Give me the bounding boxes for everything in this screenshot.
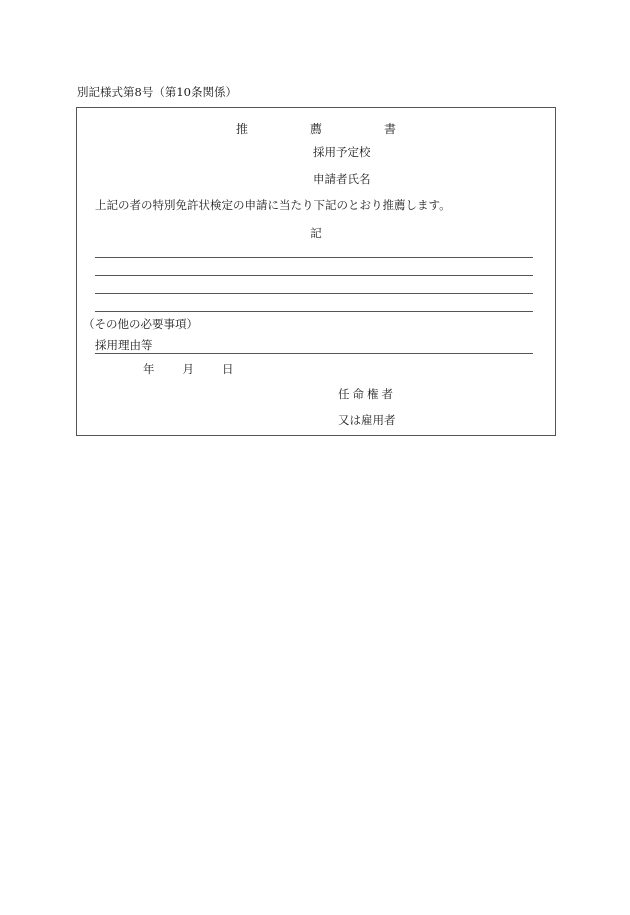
date-day: 日 (222, 362, 234, 376)
entry-line-1 (95, 257, 533, 258)
other-items-label: （その他の必要事項） (83, 317, 198, 331)
reason-label: 採用理由等 (95, 338, 153, 352)
title-char-3: 書 (384, 122, 397, 136)
date-row (143, 361, 262, 377)
applicant-name-label: 申請者氏名 (313, 172, 371, 186)
date-year: 年 (143, 362, 155, 376)
entry-line-3 (95, 293, 533, 294)
entry-line-4 (95, 311, 533, 312)
date-month: 月 (182, 362, 194, 376)
reason-line (95, 353, 533, 354)
recommendation-form (76, 107, 556, 436)
recommendation-statement: 上記の者の特別免許状検定の申請に当たり下記のとおり推薦します。 (95, 198, 451, 212)
entry-line-2 (95, 275, 533, 276)
employer-label: 又は雇用者 (338, 413, 396, 427)
form-title (77, 120, 555, 137)
title-char-1: 推 (235, 122, 248, 136)
form-number-caption: 別記様式第8号（第10条関係） (77, 85, 237, 99)
school-label: 採用予定校 (313, 145, 371, 159)
appointing-authority-label: 任命権者 (338, 387, 396, 401)
title-char-2: 薦 (309, 122, 322, 136)
ki-heading: 記 (310, 226, 322, 240)
